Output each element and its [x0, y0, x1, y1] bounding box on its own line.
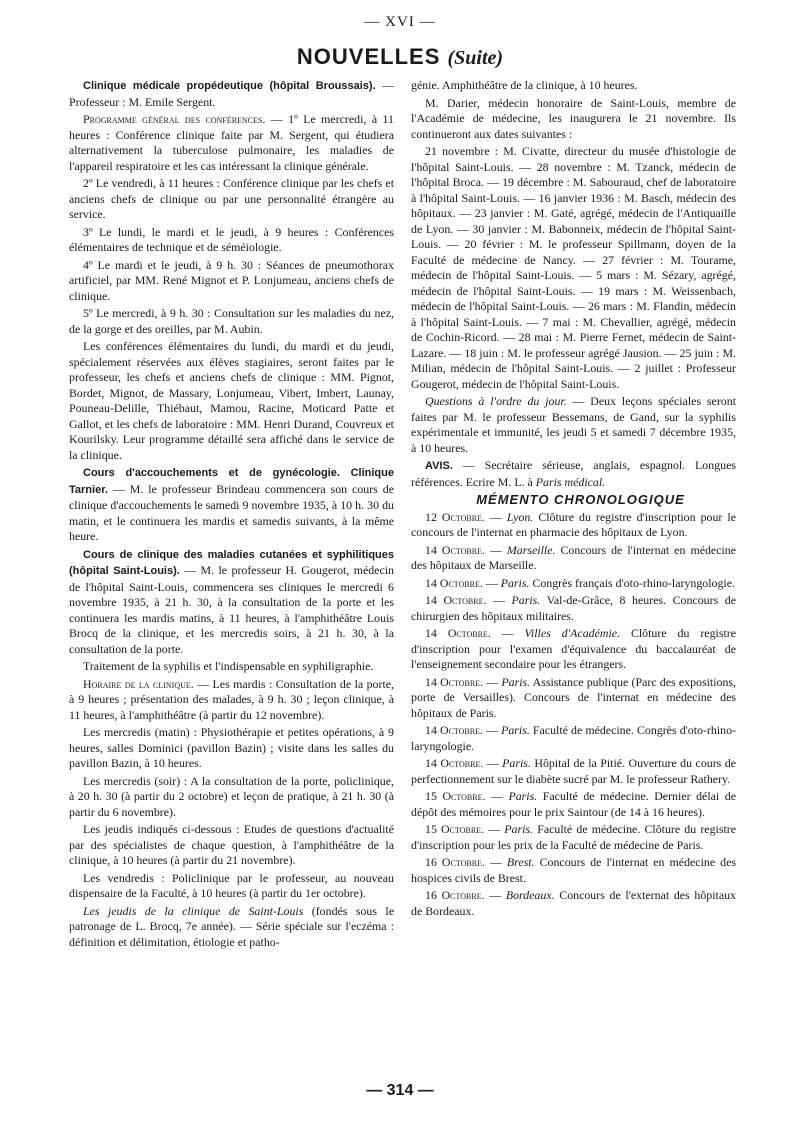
page-number: — 314 —	[366, 1082, 434, 1099]
paragraph-text: — Secrétaire sérieuse, anglais, espagnol. Longues références. Ecrire M. L. à	[411, 458, 736, 489]
entry-date: 14 Octobre.	[425, 626, 491, 640]
entry-city: Bordeaux.	[505, 888, 555, 902]
paragraph-text: — Professeur : M. Emile Sergent.	[69, 78, 394, 109]
paragraph	[69, 112, 394, 174]
entry-text: Hôpital de la Pitié. Ouverture du cours de perfectionnement sur le diabète sucré par M. le professeur Rathery.	[411, 756, 736, 786]
entry-date: 14 Octobre.	[425, 723, 483, 737]
memento-entry: 14 Octobre. — Villes d'Académie. Clôture du registre d'inscription pour l'examen d'équivalence du baccalauréat de l'enseignement secondaire pour les étrangers.	[411, 626, 736, 671]
memento-entry: 14 Octobre. — Marseille. Concours de l'internat en médecine des hôpitaux de Marseille.	[411, 542, 736, 572]
small-caps-heading: Horaire de la clinique.	[83, 676, 194, 691]
entry-city: Paris.	[500, 575, 530, 590]
title-suffix: (Suite)	[447, 47, 504, 69]
paragraph: génie. Amphithéâtre de la clinique, à 10 heures.	[411, 78, 638, 92]
paragraph: Traitement de la syphilis et l'indispensable en syphiligraphie.	[83, 659, 374, 673]
paragraph: 5º Le mercredi, à 9 h. 30 : Consultation sur les maladies du nez, de la gorge et des oreilles, par M. Aubin.	[69, 306, 394, 336]
paragraph-text: — 1º Le mercredi, à 11 heures : Conférence clinique faite par M. Sergent, qui étudiera alternativement la tuberculose pulmonaire, les maladies de l'appareil respiratoire et les cas intéressant la clinique générale.	[69, 112, 394, 173]
italic-heading: Les jeudis de la clinique de Saint-Louis	[83, 903, 304, 918]
entry-city: Marseille.	[506, 542, 556, 557]
entry-text: Concours de l'internat en médecine des hospices civils de Brest.	[411, 855, 736, 885]
entry-date: 12 Octobre.	[425, 509, 485, 524]
entry-text: Clôture du registre d'inscription pour l'examen d'équivalence du baccalauréat de l'enseignement secondaire pour les étrangers.	[411, 626, 736, 671]
section-title	[0, 44, 800, 70]
memento-entry: 16 Octobre. — Brest. Concours de l'internat en médecine des hospices civils de Brest.	[411, 855, 736, 885]
entry-city: Lyon.	[506, 509, 534, 524]
paragraph: Les mercredis (matin) : Physiothérapie et petites opérations, à 9 heures, salles Dominici (pavillon Bazin) ; visite dans les salles du pavillon Bazin, à 10 heures.	[69, 725, 394, 770]
entry-date: 14 Octobre.	[425, 756, 484, 770]
entry-text: Assistance publique (Parc des expositions, porte de Versailles). Concours de l'internat en médecine des hôpitaux de Paris.	[411, 674, 736, 720]
entry-text: Congrès français d'oto-rhino-laryngologie.	[529, 575, 735, 590]
paragraph	[69, 78, 394, 110]
paragraph-text: (fondés sous le patronage de L. Brocq, 7e année). — Série spéciale sur l'eczéma : définition et délimitation, étiologie et patho-	[69, 903, 394, 949]
entry-city: Paris.	[511, 593, 541, 607]
paragraph-text: — Deux leçons spéciales seront faites par M. le professeur Bessemans, de Gand, sur la syphilis expérimentale et immunité, les jeudi 5 et samedi 7 décembre 1935, à 10 heures.	[411, 394, 736, 455]
paragraph: Les vendredis : Policlinique par le professeur, au nouveau dispensaire de la Faculté, à 10 heures (à partir du 1er octobre).	[69, 870, 394, 900]
paragraph: 21 novembre : M. Civatte, directeur du musée d'histologie de l'hôpital Saint-Louis. — 28 novembre : M. Tzanck, médecin de l'hôpital Broca. — 19 décembre : M. Sabouraud, chef de laboratoire à l'hôpital Saint-Louis. — 16 janvier 1936 : M. Basch, médecin des hôpitaux. — 23 janvier : M. Gaté, agrégé, médecin de l'Antiquaille de Lyon. — 30 janvier : M. Babonneix, médecin de l'hôpital Saint-Louis. — 20 février : M. le professeur Spillmann, doyen de la Faculté de médecine de Nancy. — 27 février : M. Tourame, médecin de l'hôpital Saint-Louis. — 5 mars : M. Sézary, agrégé, médecin de l'hôpital Saint-Louis. — 19 mars : M. Weissenbach, médecin de l'hôpital Saint-Louis. — 26 mars : M. Flandin, médecin à l'hôpital Saint-Louis. — 7 mai : M. Chevallier, agrégé, médecin de Cochin-Ricord. — 28 mai : M. Pierre Fernet, médecin de Saint-Lazare. — 18 juin : M. le professeur agrégé Jausion. — 25 juin : M. Milian, médecin de l'hôpital Saint-Louis. — 2 juillet : Professeur Gougerot, médecin de l'hôpital Saint-Louis.	[411, 144, 736, 391]
roman-page-number: — XVI —	[364, 14, 436, 30]
entry-date: 15 Octobre.	[425, 822, 485, 836]
italic-text: Paris médical.	[535, 474, 606, 489]
memento-entry: 14 Octobre. — Paris. Hôpital de la Pitié. Ouverture du cours de perfectionnement sur le diabète sucré par M. le professeur Rathery.	[411, 756, 736, 786]
paragraph-heading: Cours de clinique des maladies cutanées et syphilitiques (hôpital Saint-Louis).	[69, 548, 394, 577]
right-column	[411, 78, 736, 1073]
entry-city: Villes d'Académie.	[524, 626, 621, 640]
entry-text: Faculté de médecine. Congrès d'oto-rhino-laryngologie.	[411, 723, 736, 753]
entry-text: Faculté de médecine. Clôture du registre d'inscription pour les prix de la Faculté de médecine de Paris.	[411, 822, 736, 852]
entry-date: 14 Octobre.	[425, 674, 484, 689]
paragraph-heading: AVIS.	[425, 460, 453, 472]
entry-date: 14 Octobre.	[425, 593, 487, 607]
paragraph	[69, 547, 394, 658]
entry-text: Faculté de médecine. Dernier délai de dépôt des mémoires pour le prix Saintour (de 14 à 16 heures).	[411, 789, 736, 819]
paragraph-text: — M. le professeur H. Gougerot, médecin de l'hôpital Saint-Louis, commencera ses cliniques le mercredi 6 novembre 1935, à 21 h. 30, à la consultation de la porte et les continuera les mardis matins, à 11 heures, à l'amphithéâtre Louis Brocq de la clinique, et les mercredis soirs, à 21 h. 30, à la consultation de la porte.	[69, 563, 394, 656]
title-main: NOUVELLES	[296, 44, 441, 69]
memento-entry: 16 Octobre. — Bordeaux. Concours de l'externat des hôpitaux de Bordeaux.	[411, 888, 736, 918]
entry-text: Clôture du registre d'inscription pour le concours de l'internat en pharmacie des hôpitaux de Lyon.	[411, 509, 736, 539]
paragraph	[411, 394, 736, 456]
paragraph-text: — M. le professeur Brindeau commencera son cours de clinique d'accouchements le samedi 9 novembre 1935, à 10 h. 30 du matin, et le continuera les mardis et samedis suivants, à la même heure.	[69, 481, 394, 543]
small-caps-heading: Programme général des conférences.	[83, 112, 266, 126]
memento-entry: 14 Octobre. — Paris. Faculté de médecine. Congrès d'oto-rhino-laryngologie.	[411, 723, 736, 753]
entry-date: 16 Octobre.	[425, 855, 485, 869]
paragraph	[411, 458, 736, 490]
paragraph	[69, 465, 394, 545]
entry-city: Paris.	[502, 756, 531, 770]
entry-date: 15 Octobre.	[425, 789, 486, 803]
entry-city: Paris.	[504, 822, 534, 836]
paragraph	[69, 677, 394, 724]
paragraph	[69, 904, 394, 951]
left-column	[69, 78, 394, 1073]
entry-text: Concours de l'externat des hôpitaux de Bordeaux.	[411, 888, 736, 918]
paragraph: 2º Le vendredi, à 11 heures : Conférence clinique par les chefs et anciens chefs de clinique ou par une personnalité étrangère au service.	[69, 176, 394, 221]
italic-heading: Questions à l'ordre du jour.	[425, 394, 567, 408]
entry-text: Concours de l'internat en médecine des hôpitaux de Marseille.	[411, 542, 736, 572]
memento-entry: 14 Octobre. — Paris. Congrès français d'oto-rhino-laryngologie.	[425, 575, 735, 590]
entry-date: 14 Octobre.	[425, 542, 485, 557]
paragraph: Les conférences élémentaires du lundi, du mardi et du jeudi, spécialement réservées aux élèves stagiaires, seront faites par le professeur, les chefs et anciens chefs de clinique : MM. Pignot, Bordet, Mignot, de Massary, Lonjumeau, Vibert, Imbert, Launay, Pouneau-Delille, Thiébaut, Mamou, Racine, Moticard Patte et Gallot, et les chefs de laboratoire : MM. Henri Durand, Couvreux et Kourilsky. Leur programme détaillé sera affiché dans le service de la clinique.	[69, 339, 394, 462]
memento-entry: 15 Octobre. — Paris. Faculté de médecine. Dernier délai de dépôt des mémoires pour le prix Saintour (de 14 à 16 heures).	[411, 789, 736, 819]
paragraph-heading: Clinique médicale propédeutique (hôpital Broussais).	[83, 80, 376, 92]
memento-entry: 14 Octobre. — Paris. Val-de-Grâce, 8 heures. Concours de chirurgien des hôpitaux militaires.	[411, 593, 736, 623]
paragraph: M. Darier, médecin honoraire de Saint-Louis, membre de l'Académie de médecine, les inaugurera le 21 novembre. Ils continueront aux dates suivantes :	[411, 95, 736, 141]
entry-text: Val-de-Grâce, 8 heures. Concours de chirurgien des hôpitaux militaires.	[411, 593, 736, 623]
entry-date: 16 Octobre.	[425, 888, 485, 902]
paragraph: Les mercredis (soir) : A la consultation de la porte, policlinique, à 20 h. 30 (à partir du 2 octobre) et leçon de pratique, à 21 h. 30 (à partir du 6 novembre).	[69, 773, 394, 819]
memento-heading: MÉMENTO CHRONOLOGIQUE	[476, 492, 685, 507]
paragraph: Les jeudis indiqués ci-dessous : Etudes de questions d'actualité par des spécialistes de chaque question, à l'amphithéâtre de la clinique, à 10 heures (à partir du 21 novembre).	[69, 822, 394, 867]
paragraph: 4º Le mardi et le jeudi, à 9 h. 30 : Séances de pneumothorax artificiel, par MM. René Mignot et P. Lonjumeau, anciens chefs de clinique.	[69, 257, 394, 303]
memento-entry: 15 Octobre. — Paris. Faculté de médecine. Clôture du registre d'inscription pour les prix de la Faculté de médecine de Paris.	[411, 822, 736, 852]
paragraph: 3º Le lundi, le mardi et le jeudi, à 9 heures : Conférences élémentaires de technique et de séméiologie.	[69, 224, 394, 254]
paragraph-heading: Cours d'accouchements et de gynécologie. Clinique Tarnier.	[69, 467, 394, 496]
entry-city: Paris.	[508, 789, 538, 803]
entry-date: 14 Octobre.	[425, 575, 483, 590]
entry-city: Paris.	[501, 674, 531, 689]
paragraph-text: — Les mardis : Consultation de la porte, à 9 heures ; présentation des malades, à 9 h. 30 ; leçon clinique, à 11 heures, à l'amphithéâtre (à partir du 12 novembre).	[69, 676, 394, 722]
entry-city: Paris.	[501, 723, 530, 737]
memento-entry: 14 Octobre. — Paris. Assistance publique (Parc des expositions, porte de Versailles). Concours de l'internat en médecine des hôpitaux de Paris.	[411, 674, 736, 720]
memento-entry: 12 Octobre. — Lyon. Clôture du registre d'inscription pour le concours de l'internat en pharmacie des hôpitaux de Lyon.	[411, 509, 736, 539]
entry-city: Brest.	[506, 855, 535, 869]
